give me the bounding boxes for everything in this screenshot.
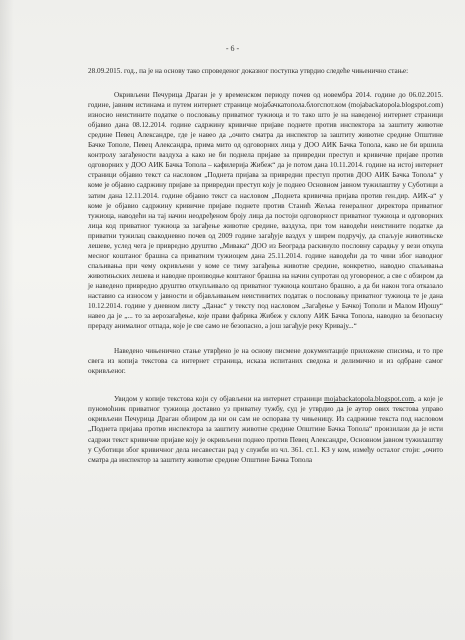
blog-url: (mojabackatopola.blogspot.com) <box>346 101 443 110</box>
paragraph-evidence: Наведено чињенично стање утврђено је на основу писмене документације приложене списима, и то пре свега из копија текстова са интернет страница, исказа испитаних сведока и делимично и из одбране самог окривљеног. <box>88 347 443 376</box>
paragraph-facts-part-c: чему окривљени у коме се тиму загађења животне средине, конкретно, наводно спаљивања животињских лешева и наводне производње коштаног брашна на начин супротан од уговореног, а све с обзиром да је наведено привредно друштво откупљивало од приватног тужиоца коштано брашно, а да би након тога отказало наставио са износом у јавности и објављивањем неистинитих податак о пословању приватног тужиоца те је дана 10.12.2014. године у дневном листу „Данас“ у тексту под насловом „Загађење у Бачкој Тополи и Малом Иђошу“ навео да је „... то за <box>88 261 444 321</box>
paragraph-inspection-part-b: , а које је пуномоћник приватног тужиоца доставио уз приватну тужбу, суд је утврдио да је аутор ових текстова управо окривљени Печурица Драган обзиром да ни он сам не оспорава ту чињеницу. Из садржине текста под насловом „Поднета пријава против инспектора за заштиту животне средине Општине Бачка Топола“ произилази да је исти садржи текст кривичне пријаве коју је окривљени поднео против Певец Александре, Основном јавном тужилаштву у Суботици због кривичног дела несавестан рад у служби из чл. 361. ст.1. КЗ у ком, између осталог стоји: „очито сматра да инспектор за заштиту животне средине Општине Бачка Топола <box>88 395 443 464</box>
paragraph-inspection-part-a: Увидом у копије текстова који су објављени на интернет страници <box>114 395 325 404</box>
paragraph-facts-part-a: Окривљени Печурица Драган је у временском периоду почев од новембра 2014. године до 06.02.2015. године, јавним истинама и путем интернет странице <box>88 91 443 110</box>
blog-url-link: mojabackatopola.blogspot.com <box>324 395 414 404</box>
scan-shadow <box>0 0 14 640</box>
paragraph-facts-part-d: аерозагађење, које прави фабрика Жибеж у склопу АИК Бачка Топола, наводно за безопасну прераду анималног отпада, које је све само не безопасно, а још загађује реку Кривају...“ <box>88 312 443 331</box>
document-body <box>88 66 443 465</box>
paragraph-intro: 28.09.2015. год., па је на основу тако спроведеног доказног поступка утврдио следеће чињенично стање: <box>88 67 409 75</box>
paragraph-inspection <box>88 394 443 464</box>
paragraph-facts <box>88 90 443 331</box>
paragraph-facts-part-b: износио неистините податке о пословању приватног тужиоца и то тако што је на наведеној интернет страници објавио дана 08.12.2014. године садржину кривичне пријаве поднете против инспектора за заштиту животне средине Певец Александре, где је навео да „очито сматра да инспектор за заштиту животне средине Општине Бачке Тополе, Певец Александра, прима мито од одговорних лица у ДОО АИК Бачка Топола, како не би вршила контролу загађености ваздуха а како не би поднела пријаве за привредни преступ и кривичне пријаве против одговорних у ДОО АИК Бачка Топола – кафилерија Жибеж“ да је потом дана 10.11.2014. године на истој интернет страници објавио текст са насловом „Поднета пријава за привредни преступ против ДОО АИК Бачка Топола“ у коме је објавио садржину пријаве за привредни преступ коју је поднео Основном јавном тужилаштву у Суботици а затим дана 12.11.2014. године објавио текст са насловом „Поднета кривична пријава против ген.дир. АИК-а“ у коме је објавио садржину кривичне пријаве поднете против Станић Жељка генералног директора приватног тужиоца, наводећи на тај начин неодређеном броју лица да постоји одговорност приватног тужиоца и одговорних лица код приватног тужиоца за загађење животне средине, ваздуха, при том наводећи неистините податке да приватни тужилац свакодневно почев од 2009 године загађује ваздух у ширем подручју, да спаљује животињске лешеве, услед чега је привредно друштво „Мивака“ ДОО из Београда раскинуло пословну сарадњу у вези откупа месног коштаног брашна са приватним тужиоцем дана 25.11.2014. године наводећи да то чини због наводног спаљивања при <box>88 111 443 270</box>
page-number: - 6 - <box>225 44 240 53</box>
blog-name-cyrillic: мојабачкатопола.блогспот.ком <box>253 101 347 110</box>
